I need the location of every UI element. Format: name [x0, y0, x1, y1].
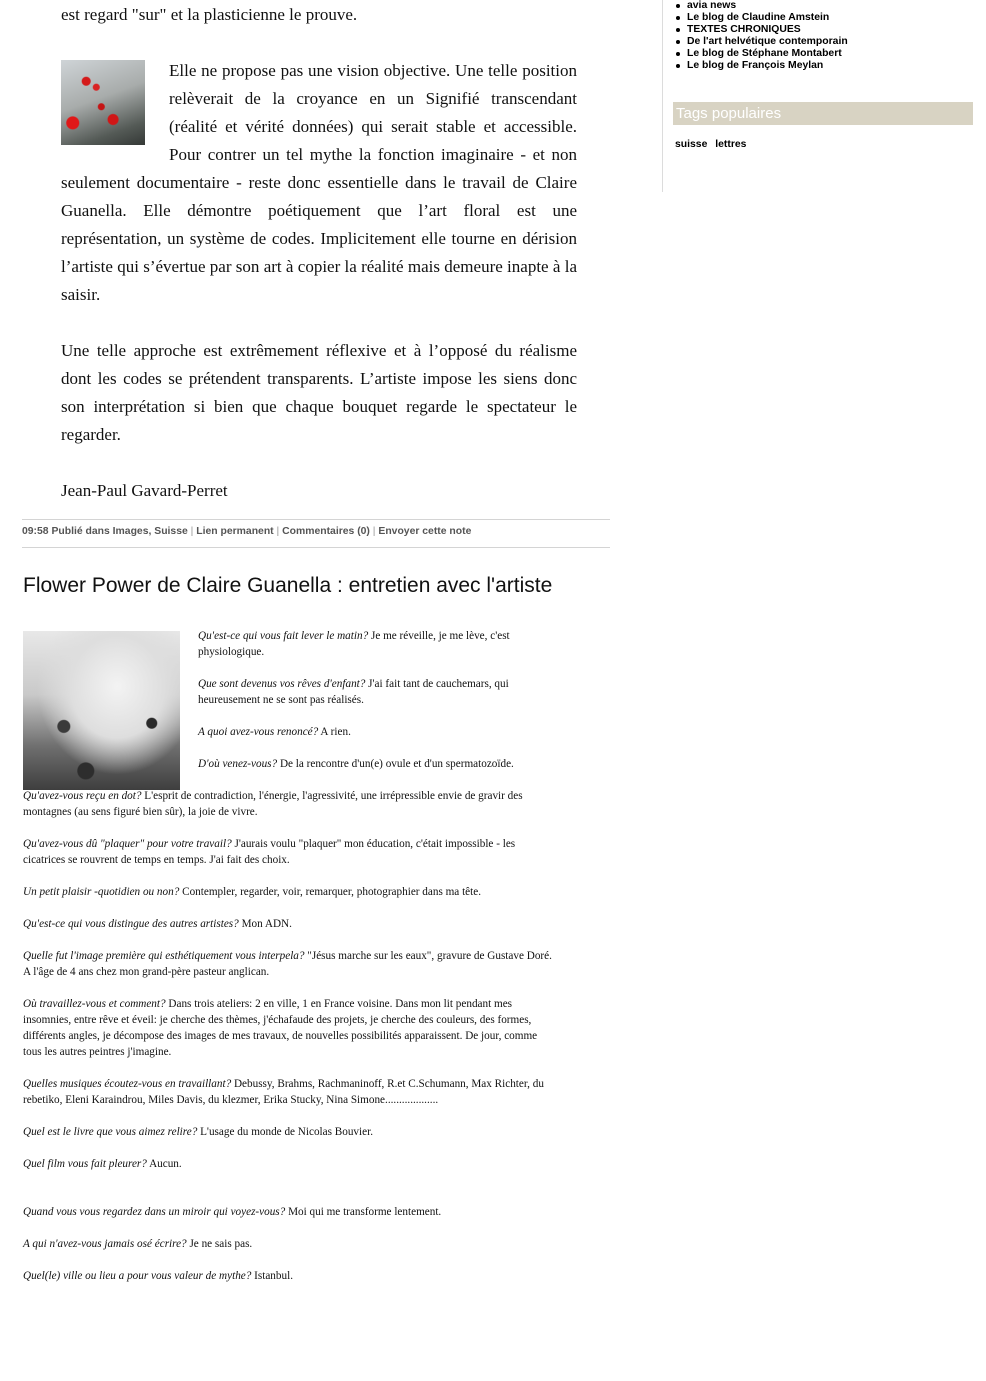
comments-link[interactable]: Commentaires (0)	[282, 526, 370, 537]
interview-item	[23, 1268, 553, 1284]
blog-link-item[interactable]	[687, 12, 848, 24]
interview-answer: A rien.	[318, 726, 351, 738]
interview-answer: Debussy, Brahms, Rachmaninoff, R.et C.Schumann, Max Richter, du rebetiko, Eleni Karaindrou, Miles Davis, du klezmer, Erika Stucky, Nina Simone...................	[23, 1078, 544, 1106]
interview-question: Qu'avez-vous reçu en dot?	[23, 790, 142, 802]
blog-link-item[interactable]	[687, 48, 848, 60]
blog-link[interactable]: De l'art helvétique contemporain	[687, 36, 848, 47]
send-note-link[interactable]: Envoyer cette note	[378, 526, 472, 537]
category-link-images[interactable]: Images	[112, 526, 149, 537]
interview-question: Qu'est-ce qui vous fait lever le matin?	[198, 630, 369, 642]
article-paragraph: Une telle approche est extrêmement réflexive et à l’opposé du réalisme dont les codes se prétendent transparents. L’artiste impose les siens donc son interprétation si bien que chaque bouquet regarde le spectateur le regarder.	[61, 341, 577, 444]
interview-answer: L'usage du monde de Nicolas Bouvier.	[197, 1126, 373, 1138]
interview-answer: J'ai fait tant de cauchemars, qui heureusement ne se sont pas réalisés.	[198, 678, 509, 706]
article-title[interactable]: Flower Power de Claire Guanella : entretien avec l'artiste	[23, 574, 553, 597]
sidebar-divider	[662, 0, 663, 192]
interview-question: Que sont devenus vos rêves d'enfant?	[198, 678, 366, 690]
interview-item	[23, 948, 553, 980]
separator: |	[276, 526, 280, 537]
article-paragraph: Elle ne propose pas une vision objective. Une telle position relèverait de la croyance en un Signifié transcendant (réalité et vérité données) qui serait stable et accessible. Pour contrer un tel mythe la fonction imaginaire - et non seulement documentaire - reste donc essentielle dans le travail de Claire Guanella. Elle démontre poétiquement que l’art floral est une représentation, un système de codes. Implicitement elle tourne en dérision l’artiste qui s’évertue par son art à copier la réalité mais demeure inapte à la saisir.	[61, 61, 577, 304]
article-paragraph-with-image	[61, 57, 577, 309]
interview-answer: Mon ADN.	[238, 918, 292, 930]
interview-item	[198, 724, 553, 740]
tags-list	[675, 139, 751, 150]
interview-question: Quel est le livre que vous aimez relire?	[23, 1126, 198, 1138]
interview-answer: Dans trois ateliers: 2 en ville, 1 en France voisine. Dans mon lit pendant mes insomnies, entre rêve et éveil: je cherche des thèmes, j'échafaude des projets, je cherche des couleurs, des formes, différents angles, je décompose des images de mes travaux, de nouvelles possibilités apparaissent. De jour, comme tous les autres peintres j'imagine.	[23, 998, 538, 1058]
separator: |	[190, 526, 194, 537]
interview-question: Qu'est-ce qui vous distingue des autres artistes?	[23, 918, 239, 930]
interview-item	[198, 756, 553, 772]
interview-answer: J'aurais voulu "plaquer" mon éducation, c'était impossible - les cicatrices se rouvrent de temps en temps. J'ai fait des choix.	[23, 838, 516, 866]
interview-item	[23, 1204, 553, 1220]
permalink-link[interactable]: Lien permanent	[196, 526, 274, 537]
tag-link-lettres[interactable]: lettres	[715, 139, 747, 150]
interview-question: Un petit plaisir -quotidien ou non?	[23, 886, 180, 898]
interview-question: Qu'avez-vous dû "plaquer" pour votre travail?	[23, 838, 232, 850]
blog-link[interactable]: Le blog de François Meylan	[687, 60, 824, 71]
interview-question: Où travaillez-vous et comment?	[23, 998, 166, 1010]
tag-link-suisse[interactable]: suisse	[675, 139, 708, 150]
blog-link[interactable]: avia news	[687, 0, 737, 11]
interview-answer: Contempler, regarder, voir, remarquer, photographier dans ma tête.	[179, 886, 482, 898]
interview-item	[23, 1236, 553, 1252]
interview-answer: Moi qui me transforme lentement.	[285, 1206, 442, 1218]
article-paragraph: est regard "sur" et la plasticienne le prouve.	[61, 5, 358, 24]
interview-question: Quelles musiques écoutez-vous en travaillant?	[23, 1078, 232, 1090]
interview-answer: "Jésus marche sur les eaux", gravure de Gustave Doré. A l'âge de 4 ans chez mon grand-père pasteur anglican.	[23, 950, 552, 978]
interview-answer: Aucun.	[146, 1158, 182, 1170]
interview-item	[23, 1076, 553, 1108]
interview-item	[23, 1156, 553, 1172]
interview-item	[23, 1124, 553, 1140]
interview-item	[198, 676, 553, 708]
interview-item	[23, 836, 553, 868]
blog-link-item[interactable]	[687, 24, 848, 36]
blog-link[interactable]: Le blog de Claudine Amstein	[687, 12, 830, 23]
blog-link-item[interactable]	[687, 60, 848, 72]
interview-question: Quelle fut l'image première qui esthétiquement vous interpela?	[23, 950, 305, 962]
interview-answer: Je me réveille, je me lève, c'est physiologique.	[198, 630, 510, 658]
poppies-painting-image[interactable]	[61, 60, 145, 145]
interview-question: Quel film vous fait pleurer?	[23, 1158, 147, 1170]
blog-link[interactable]: TEXTES CHRONIQUES	[687, 24, 801, 35]
article-author: Jean-Paul Gavard-Perret	[61, 481, 228, 500]
interview-body	[23, 628, 553, 1300]
interview-answer: De la rencontre d'un(e) ovule et d'un spermatozoïde.	[277, 758, 514, 770]
interview-item	[23, 916, 553, 932]
comma-separator: ,	[148, 526, 155, 537]
interview-question: A quoi avez-vous renoncé?	[198, 726, 319, 738]
interview-question: Quel(le) ville ou lieu a pour vous valeur de mythe?	[23, 1270, 252, 1282]
interview-question: Quand vous vous regardez dans un miroir qui voyez-vous?	[23, 1206, 286, 1218]
interview-item	[198, 628, 553, 660]
blog-link[interactable]: Le blog de Stéphane Montabert	[687, 48, 842, 59]
tags-section-header: Tags populaires	[673, 102, 973, 125]
interview-answer: Istanbul.	[251, 1270, 293, 1282]
post-meta-footer	[22, 519, 610, 548]
interview-answer: Je ne sais pas.	[186, 1238, 253, 1250]
interview-item	[23, 788, 553, 820]
interview-answer: L'esprit de contradiction, l'énergie, l'agressivité, une irrépressible envie de gravir des montagnes (au sens figuré bien sûr), la joie de vivre.	[23, 790, 523, 818]
interview-item	[23, 996, 553, 1060]
blog-link-item[interactable]	[687, 0, 848, 12]
interview-question: D'où venez-vous?	[198, 758, 278, 770]
interview-question: A qui n'avez-vous jamais osé écrire?	[23, 1238, 187, 1250]
blog-links-list	[675, 0, 848, 72]
separator: |	[372, 526, 376, 537]
interview-item	[23, 884, 553, 900]
category-link-suisse[interactable]: Suisse	[154, 526, 188, 537]
blog-link-item[interactable]	[687, 36, 848, 48]
post-time-published: 09:58 Publié dans	[22, 526, 110, 537]
